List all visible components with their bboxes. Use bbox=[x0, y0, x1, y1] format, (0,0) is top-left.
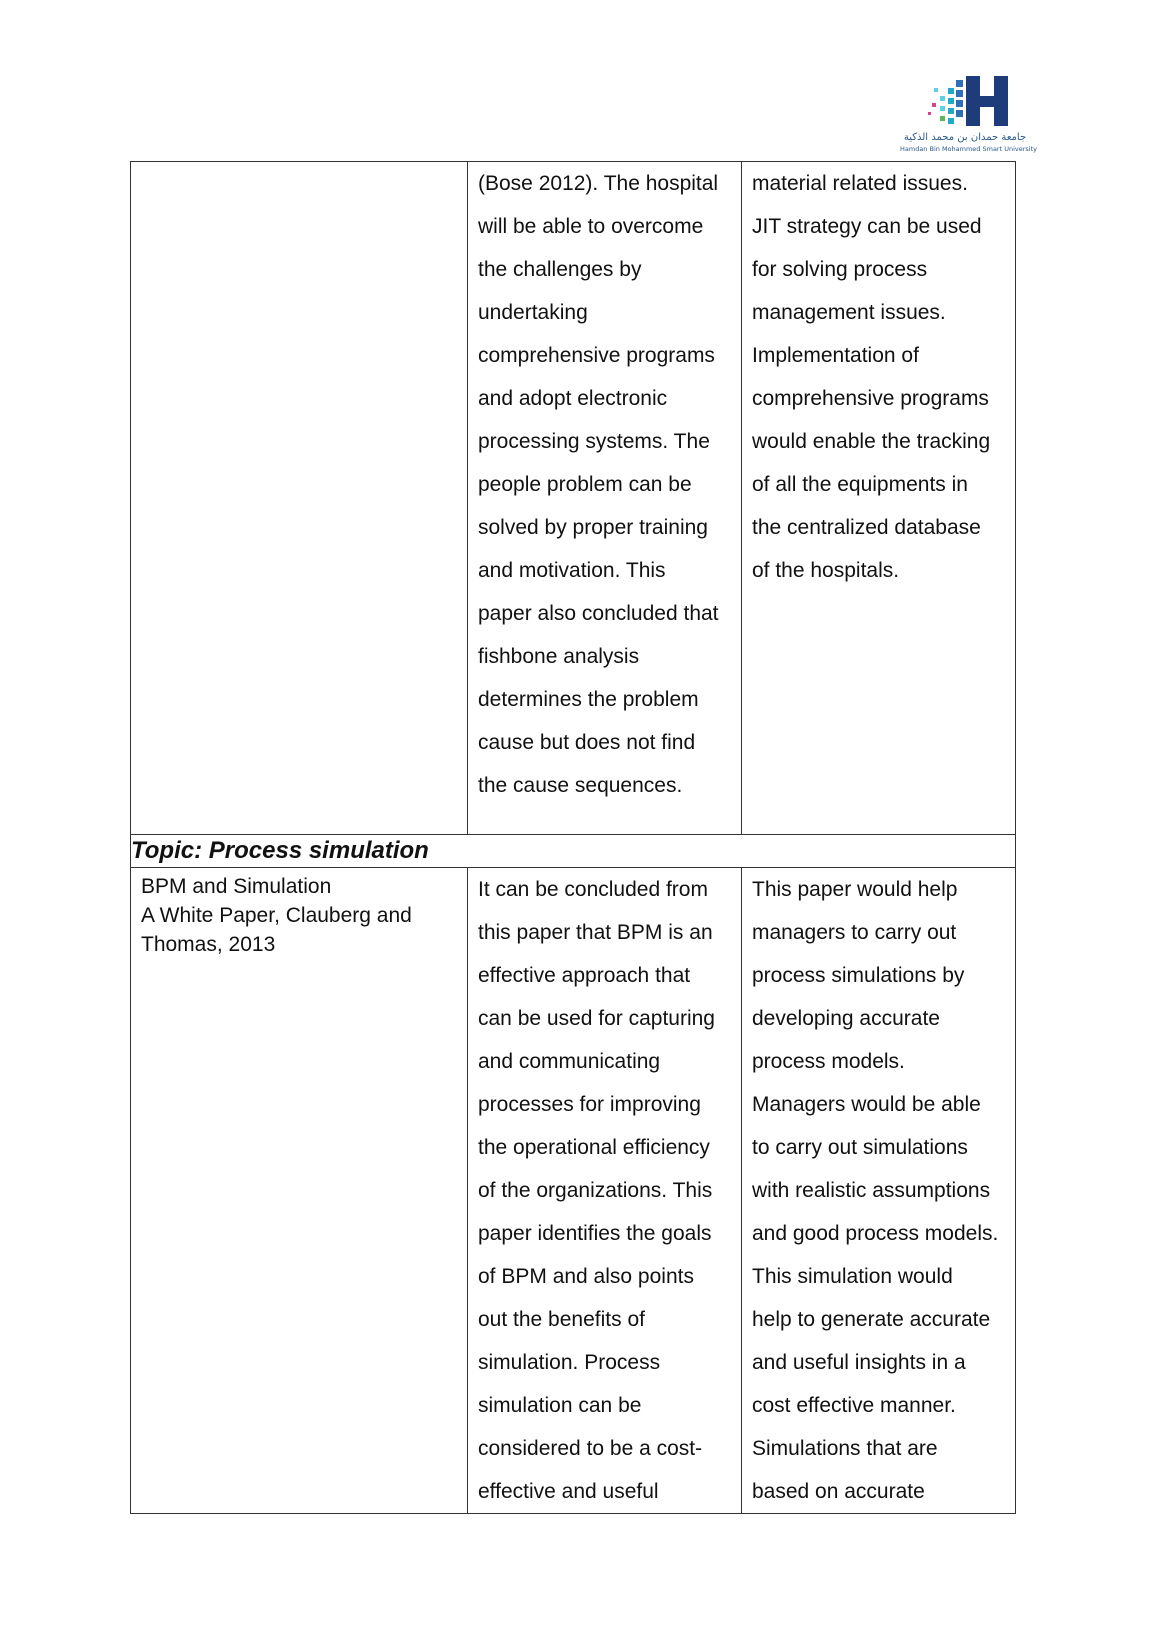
logo-pixel bbox=[928, 112, 931, 115]
logo-pixel bbox=[956, 100, 963, 107]
source-cell bbox=[131, 162, 468, 835]
cell-line: and useful insights in a bbox=[752, 1351, 966, 1374]
cell-line: comprehensive programs bbox=[752, 387, 989, 410]
cell-line: Simulations that are bbox=[752, 1437, 938, 1460]
cell-line: the operational efficiency bbox=[478, 1136, 710, 1159]
cell-line: simulation. Process bbox=[478, 1351, 661, 1374]
logo-pixel bbox=[932, 103, 936, 107]
university-logo bbox=[900, 70, 1038, 160]
hbmsu-logo-icon bbox=[900, 70, 1030, 132]
cell-line: This simulation would bbox=[752, 1265, 953, 1288]
cell-line: with realistic assumptions bbox=[752, 1179, 991, 1202]
logo-arabic-text: جامعة حمدان بن محمد الذكية bbox=[903, 132, 1027, 143]
application-cell bbox=[742, 868, 1016, 1514]
source-text bbox=[131, 868, 467, 959]
source-cell bbox=[131, 868, 468, 1514]
logo-pixel bbox=[948, 88, 954, 94]
literature-review-table bbox=[130, 161, 1016, 1514]
conclusion-cell bbox=[468, 868, 742, 1514]
cell-line: and adopt electronic bbox=[478, 387, 668, 410]
cell-line: BPM and Simulation bbox=[141, 875, 332, 898]
table-row bbox=[131, 868, 1016, 1514]
cell-line: It can be concluded from bbox=[478, 878, 708, 901]
cell-line: would enable the tracking bbox=[752, 430, 991, 453]
cell-line: processing systems. The bbox=[478, 430, 710, 453]
cell-line: determines the problem bbox=[478, 688, 699, 711]
cell-line: effective and useful bbox=[478, 1480, 659, 1503]
cell-line: process simulations by bbox=[752, 964, 965, 987]
logo-pixel bbox=[940, 116, 945, 121]
cell-line: help to generate accurate bbox=[752, 1308, 991, 1331]
application-text bbox=[742, 868, 1015, 1513]
cell-line: cause but does not find bbox=[478, 731, 696, 754]
cell-line: the centralized database bbox=[752, 516, 981, 539]
cell-line: effective approach that bbox=[478, 964, 691, 987]
cell-line: based on accurate bbox=[752, 1480, 925, 1503]
cell-line: for solving process bbox=[752, 258, 928, 281]
cell-line: paper identifies the goals bbox=[478, 1222, 712, 1245]
cell-line: management issues. bbox=[752, 301, 946, 324]
conclusion-cell bbox=[468, 162, 742, 835]
cell-line: paper also concluded that bbox=[478, 602, 719, 625]
topic-row bbox=[131, 835, 1016, 868]
conclusion-text bbox=[468, 868, 741, 1513]
cell-line: managers to carry out bbox=[752, 921, 957, 944]
cell-line: process models. bbox=[752, 1050, 905, 1073]
logo-pixel bbox=[956, 80, 963, 87]
table-row bbox=[131, 162, 1016, 835]
cell-line: cost effective manner. bbox=[752, 1394, 956, 1417]
cell-line: solved by proper training bbox=[478, 516, 708, 539]
logo-english-text: Hamdan Bin Mohammed Smart University bbox=[900, 145, 1038, 153]
logo-pixel bbox=[948, 108, 954, 114]
cell-line: JIT strategy can be used bbox=[752, 215, 982, 238]
cell-line: (Bose 2012). The hospital bbox=[478, 172, 719, 195]
cell-line: the challenges by bbox=[478, 258, 642, 281]
cell-line: material related issues. bbox=[752, 172, 968, 195]
topic-heading: Topic: Process simulation bbox=[131, 837, 429, 864]
cell-line: of the hospitals. bbox=[752, 559, 900, 582]
cell-line: simulation can be bbox=[478, 1394, 642, 1417]
cell-line: Thomas, 2013 bbox=[141, 933, 276, 956]
cell-line: to carry out simulations bbox=[752, 1136, 968, 1159]
topic-cell bbox=[131, 835, 1016, 868]
cell-line: A White Paper, Clauberg and bbox=[141, 904, 412, 927]
logo-h-bar bbox=[966, 96, 1008, 107]
cell-line: of the organizations. This bbox=[478, 1179, 713, 1202]
cell-line: this paper that BPM is an bbox=[478, 921, 713, 944]
cell-line: Managers would be able bbox=[752, 1093, 981, 1116]
logo-pixel bbox=[948, 118, 954, 124]
application-cell bbox=[742, 162, 1016, 835]
cell-line: processes for improving bbox=[478, 1093, 701, 1116]
cell-line: fishbone analysis bbox=[478, 645, 640, 668]
logo-pixel bbox=[956, 90, 963, 97]
cell-line: the cause sequences. bbox=[478, 774, 683, 797]
application-text bbox=[742, 162, 1015, 592]
cell-line: developing accurate bbox=[752, 1007, 940, 1030]
logo-pixel bbox=[956, 110, 963, 117]
logo-pixel bbox=[934, 88, 938, 92]
cell-line: and motivation. This bbox=[478, 559, 666, 582]
cell-line: comprehensive programs bbox=[478, 344, 715, 367]
cell-line: will be able to overcome bbox=[478, 215, 704, 238]
cell-line: of all the equipments in bbox=[752, 473, 968, 496]
cell-line: and good process models. bbox=[752, 1222, 999, 1245]
cell-line: out the benefits of bbox=[478, 1308, 645, 1331]
logo-pixel bbox=[940, 106, 945, 111]
cell-line: considered to be a cost- bbox=[478, 1437, 703, 1460]
cell-line: people problem can be bbox=[478, 473, 692, 496]
cell-line: and communicating bbox=[478, 1050, 661, 1073]
cell-line: of BPM and also points bbox=[478, 1265, 694, 1288]
cell-line: This paper would help bbox=[752, 878, 958, 901]
cell-line: undertaking bbox=[478, 301, 588, 324]
cell-line: Implementation of bbox=[752, 344, 919, 367]
cell-line: can be used for capturing bbox=[478, 1007, 715, 1030]
logo-pixel bbox=[940, 96, 945, 101]
logo-pixel bbox=[948, 98, 954, 104]
conclusion-text bbox=[468, 162, 741, 807]
